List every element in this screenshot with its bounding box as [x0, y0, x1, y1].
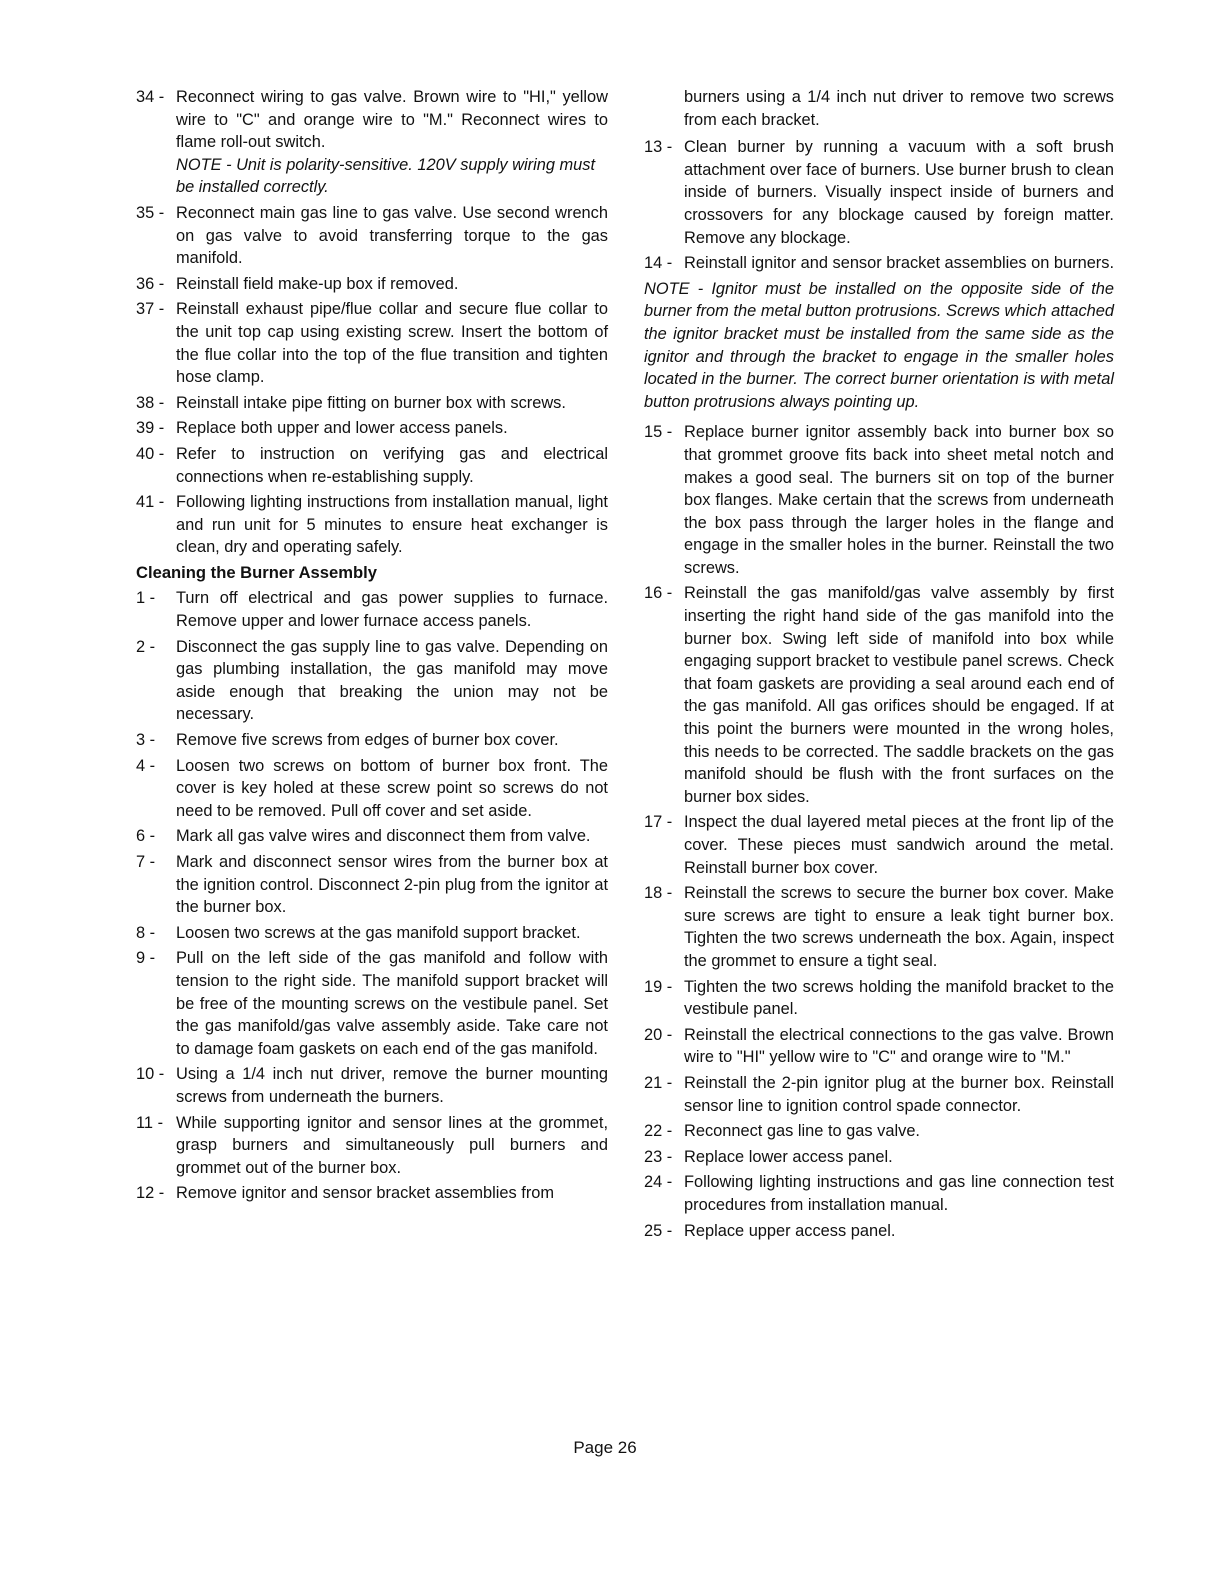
step-number: 38 -: [136, 393, 165, 412]
step-7: [136, 851, 608, 919]
section-heading: Cleaning the Burner Assembly: [136, 562, 377, 582]
ignitor-note: NOTE - Ignitor must be installed on the opposite side of the burner from the metal button protrusions. Screws which attached the ignitor bracket must be installed from the same side as the ignitor and through the bracket to engage in the smaller holes located in the burner. The correct burner orientation is with metal button protrusions always pointing up.: [644, 279, 1114, 411]
step-38: [136, 392, 608, 415]
step-text: Replace burner ignitor assembly back into burner box so that grommet groove fits back into sheet metal notch and makes a good seal. The burners sit on top of the burner box flanges. Make certain that the screws from underneath the box pass through the larger holes in the flange and engage in the smaller holes in the burner. Reinstall the two screws.: [684, 423, 1114, 577]
step-14: [644, 252, 1114, 275]
step-text: Reinstall field make-up box if removed.: [176, 274, 459, 293]
step-41: [136, 491, 608, 559]
step-text: Mark and disconnect sensor wires from the burner box at the ignition control. Disconnect 2-pin plug from the ignitor at the burner box.: [176, 853, 608, 917]
left-column: [136, 86, 608, 1208]
step-10: [136, 1063, 608, 1108]
step-text: Reinstall intake pipe fitting on burner box with screws.: [176, 393, 566, 412]
step-22: [644, 1120, 1114, 1143]
step-text: Reconnect gas line to gas valve.: [684, 1122, 920, 1141]
step-number: 23 -: [644, 1147, 673, 1166]
step-text: Replace upper access panel.: [684, 1221, 896, 1240]
step-text: Mark all gas valve wires and disconnect them from valve.: [176, 827, 591, 846]
step-text: Reconnect wiring to gas valve. Brown wire to "HI," yellow wire to "C" and orange wire to "M." Reconnect wires to flame roll-out switch.: [176, 88, 608, 152]
step-number: 21 -: [644, 1073, 673, 1092]
step-number: 24 -: [644, 1173, 673, 1192]
step-text: While supporting ignitor and sensor lines at the grommet, grasp burners and simultaneously pull burners and grommet out of the burner box.: [176, 1113, 608, 1177]
step-24: [644, 1171, 1114, 1216]
step-number: 3 -: [136, 731, 156, 750]
step-number: 9 -: [136, 949, 156, 968]
step-text: Reconnect main gas line to gas valve. Use second wrench on gas valve to avoid transferring torque to the gas manifold.: [176, 203, 608, 268]
step-3: [136, 729, 608, 752]
step-number: 14 -: [644, 254, 673, 273]
step-8: [136, 922, 608, 945]
step-number: 10 -: [136, 1065, 165, 1084]
step-number: 36 -: [136, 274, 165, 293]
step-text: Reinstall the gas manifold/gas valve assembly by first inserting the right hand side of the gas manifold into the burner box. Swing left side of manifold into box while engaging support bracket to vestibule panel screws. Check that foam gaskets are providing a seal around each end of the gas manifold. All gas orifices should be engaged. If at this point the burners were mounted in the wrong holes, this needs to be corrected. The saddle brackets on the gas manifold should be flush with the front surfaces on the burner box sides.: [684, 584, 1114, 806]
step-number: 20 -: [644, 1025, 673, 1044]
step-text: Remove five screws from edges of burner box cover.: [176, 731, 559, 750]
step-text: Following lighting instructions from installation manual, light and run unit for 5 minutes to ensure heat exchanger is clean, dry and operating safely.: [176, 493, 608, 557]
step-6: [136, 825, 608, 848]
step-number: 11 -: [136, 1113, 164, 1132]
step-number: 13 -: [644, 138, 673, 157]
step-number: 35 -: [136, 203, 165, 222]
step-text: Pull on the left side of the gas manifold and follow with tension to the right side. The manifold support bracket will be free of the mounting screws on the vestibule panel. Set the gas manifold/gas valve assembly aside. Take care not to damage foam gaskets on each end of the gas manifold.: [176, 949, 608, 1058]
step-34: [136, 86, 608, 199]
step-number: 2 -: [136, 637, 156, 656]
step-21: [644, 1072, 1114, 1117]
step-20: [644, 1024, 1114, 1069]
steps-list: [644, 421, 1114, 1242]
step-number: 8 -: [136, 923, 156, 942]
step-37: [136, 298, 608, 388]
step-text: Replace lower access panel.: [684, 1147, 893, 1166]
step-15: [644, 421, 1114, 579]
step-number: 39 -: [136, 419, 165, 438]
step-number: 37 -: [136, 300, 165, 319]
step-number: 41 -: [136, 493, 165, 512]
step-text: Reinstall the screws to secure the burner box cover. Make sure screws are tight to ensure a leak tight burner box. Tighten the two screws underneath the box. Again, inspect the grommet to ensure a tight seal.: [684, 884, 1114, 970]
step-number: 22 -: [644, 1122, 673, 1141]
step-25: [644, 1220, 1114, 1243]
step-number: 19 -: [644, 977, 673, 996]
step-4: [136, 755, 608, 823]
step-text: Loosen two screws at the gas manifold support bracket.: [176, 923, 581, 942]
step-text: Tighten the two screws holding the manifold bracket to the vestibule panel.: [684, 977, 1114, 1019]
step-number: 25 -: [644, 1221, 673, 1240]
page-number: Page 26: [573, 1438, 637, 1457]
step-text: Turn off electrical and gas power supplies to furnace. Remove upper and lower furnace access panels.: [176, 589, 608, 631]
step-number: 4 -: [136, 756, 156, 775]
step-text: Replace both upper and lower access panels.: [176, 419, 508, 438]
step-text: Inspect the dual layered metal pieces at the front lip of the cover. These pieces must sandwich around the metal. Reinstall burner box cover.: [684, 813, 1114, 877]
step-text: Refer to instruction on verifying gas and electrical connections when re-establishing supply.: [176, 444, 608, 486]
step-number: 18 -: [644, 884, 673, 903]
steps-list: [136, 86, 608, 559]
step-23: [644, 1146, 1114, 1169]
step-13: [644, 136, 1114, 249]
step-9: [136, 947, 608, 1060]
step-17: [644, 811, 1114, 879]
step-16: [644, 582, 1114, 808]
step-number: 7 -: [136, 853, 156, 871]
step-2: [136, 636, 608, 726]
step-35: [136, 202, 608, 270]
step-number: 40 -: [136, 444, 165, 463]
step-text: Clean burner by running a vacuum with a soft brush attachment over face of burners. Use burner brush to clean inside of burners. Visually inspect inside of burners and crossovers for any blockage caused by foreign matter. Remove any blockage.: [684, 138, 1114, 247]
step-text: Disconnect the gas supply line to gas valve. Depending on gas plumbing installation, the gas manifold may move aside enough that breaking the union may not be necessary.: [176, 637, 608, 724]
step-note: NOTE - Unit is polarity-sensitive. 120V supply wiring must be installed correctly.: [176, 155, 596, 197]
step-text: Remove ignitor and sensor bracket assemblies from: [176, 1184, 555, 1203]
step-text: Reinstall ignitor and sensor bracket assemblies on burners.: [684, 254, 1115, 273]
step-36: [136, 273, 608, 296]
steps-list: [136, 587, 608, 1204]
step-text: Using a 1/4 inch nut driver, remove the burner mounting screws from underneath the burners.: [176, 1065, 608, 1106]
step-40: [136, 443, 608, 488]
right-column: [644, 86, 1114, 1245]
step-12-continuation: burners using a 1/4 inch nut driver to remove two screws from each bracket.: [684, 88, 1114, 129]
step-number: 16 -: [644, 584, 673, 603]
step-12: [136, 1182, 608, 1205]
step-number: 1 -: [136, 589, 156, 608]
step-18: [644, 882, 1114, 972]
step-19: [644, 976, 1114, 1021]
step-11: [136, 1112, 608, 1180]
step-text: Loosen two screws on bottom of burner box front. The cover is key holed at these screw point so screws do not need to be removed. Pull off cover and set aside.: [176, 756, 608, 820]
step-text: Following lighting instructions and gas line connection test procedures from installation manual.: [684, 1173, 1114, 1214]
step-39: [136, 417, 608, 440]
step-text: Reinstall the 2-pin ignitor plug at the burner box. Reinstall sensor line to ignition control spade connector.: [684, 1073, 1114, 1115]
step-number: 6 -: [136, 827, 156, 846]
step-number: 12 -: [136, 1184, 165, 1203]
step-text: Reinstall the electrical connections to the gas valve. Brown wire to "HI" yellow wire to "C" and orange wire to "M.": [684, 1025, 1114, 1067]
step-1: [136, 587, 608, 632]
step-number: 34 -: [136, 88, 165, 106]
step-number: 17 -: [644, 813, 673, 832]
step-number: 15 -: [644, 423, 673, 442]
steps-list: [644, 136, 1114, 275]
step-text: Reinstall exhaust pipe/flue collar and secure flue collar to the unit top cap using existing screw. Insert the bottom of the flue collar into the top of the flue transition and tighten hose clamp.: [176, 300, 608, 387]
